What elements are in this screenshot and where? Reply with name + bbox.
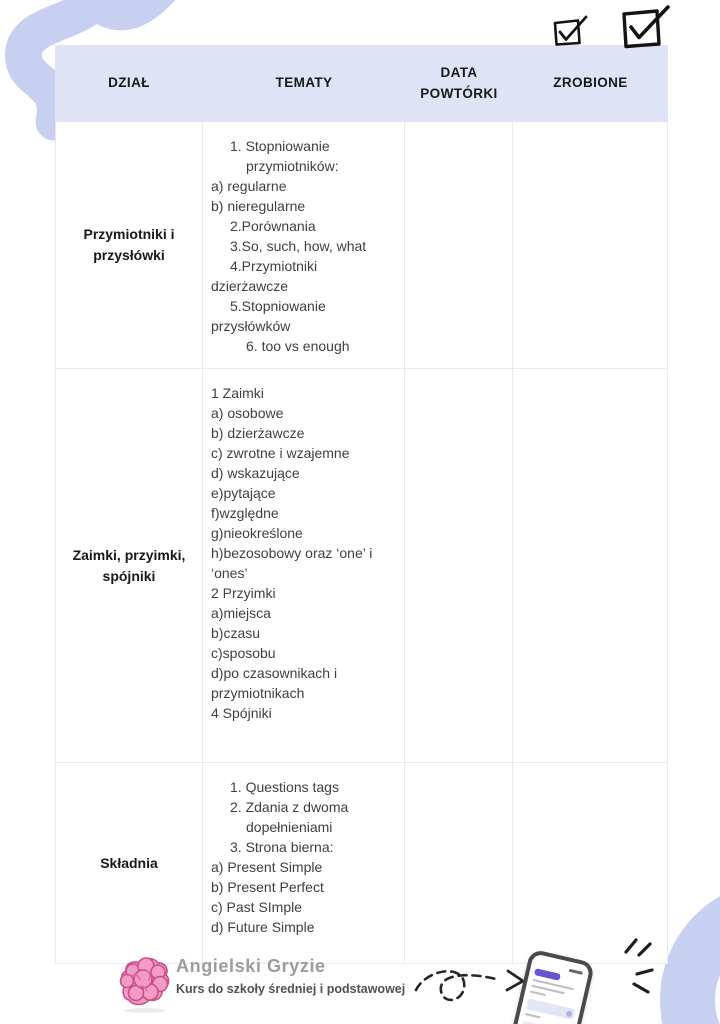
table-row: [55, 122, 668, 369]
checkbox-checked-icon: [548, 12, 592, 50]
topic-line: przymiotnikach: [211, 685, 305, 701]
phone-row-dot: [566, 1010, 573, 1017]
topic-line: 6. too vs enough: [246, 338, 350, 354]
zrobione-cell: [513, 763, 668, 963]
dzial-cell: [55, 763, 203, 963]
dzial-cell: [55, 122, 203, 368]
topic-line: c) zwrotne i wzajemne: [211, 445, 350, 461]
table-body: [55, 122, 668, 964]
topic-line: 2. Zdania z dwoma: [230, 799, 349, 815]
zrobione-cell: [513, 369, 668, 762]
column-header-data-powtorki: DATA POWTÓRKI: [420, 65, 498, 101]
emphasis-lines-icon: [606, 936, 662, 1006]
data-powtorki-cell: [405, 369, 513, 762]
column-header-tematy: TEMATY: [275, 75, 333, 91]
topic-line: b) dzierżawcze: [211, 425, 305, 441]
topic-line: 1. Stopniowanie: [230, 138, 330, 154]
dzial-cell: [55, 369, 203, 762]
brand-name: Angielski Gryzie: [176, 956, 326, 976]
data-powtorki-cell: [405, 763, 513, 963]
phone-text-line: [530, 990, 546, 996]
topic-line: b) nieregularne: [211, 198, 306, 214]
topic-line: d) Future Simple: [211, 919, 315, 935]
brand-tagline: Kurs do szkoły średniej i podstawowej: [176, 982, 406, 996]
topic-line: przymiotników:: [246, 158, 339, 174]
brand-block: [176, 956, 405, 996]
dzial-label: Przymiotniki i przysłówki: [83, 226, 175, 263]
checkbox-checked-icon: [616, 1, 674, 51]
topic-line: a) Present Simple: [211, 859, 323, 875]
table-header-row: [55, 45, 668, 122]
tematy-cell: [203, 763, 405, 963]
topic-line: 1. Questions tags: [230, 779, 339, 795]
topic-line: d)po czasownikach i: [211, 665, 338, 681]
topic-line: 5.Stopniowanie: [230, 298, 326, 314]
topic-line: b) Present Perfect: [211, 879, 324, 895]
data-powtorki-cell: [405, 122, 513, 368]
phone-text-line: [525, 1012, 541, 1018]
table-row: [55, 763, 668, 964]
tematy-cell: [203, 122, 405, 368]
table-row: [55, 369, 668, 763]
topic-line: 1 Zaimki: [211, 385, 264, 401]
topic-line: c)sposobu: [211, 645, 276, 661]
topic-line: 4 Spójniki: [211, 705, 272, 721]
topic-line: dopełnieniami: [246, 819, 333, 835]
phone-statusbar: [569, 969, 583, 975]
topic-line: ‘ones’: [211, 565, 248, 581]
topic-line: e)pytające: [211, 485, 276, 501]
topic-line: f)względne: [211, 505, 279, 521]
topic-line: d) wskazujące: [211, 465, 300, 481]
phone-purple-button: [534, 968, 561, 981]
topic-line: 2.Porównania: [230, 218, 316, 234]
topic-line: 4.Przymiotniki: [230, 258, 318, 274]
dzial-label: Zaimki, przyimki, spójniki: [72, 546, 186, 584]
column-header-dzial: DZIAŁ: [108, 75, 150, 91]
footer: [0, 952, 720, 1024]
study-plan-table: [55, 45, 668, 964]
topic-line: h)bezosobowy oraz ‘one’ i: [211, 545, 373, 561]
zrobione-cell: [513, 122, 668, 368]
topic-line: 3.So, such, how, what: [230, 238, 367, 254]
topic-line: 3. Strona bierna:: [230, 839, 334, 855]
topic-line: c) Past SImple: [211, 899, 303, 915]
topic-line: a)miejsca: [211, 605, 271, 621]
column-header-zrobione: ZROBIONE: [553, 75, 628, 91]
topic-line: a) regularne: [211, 178, 287, 194]
dzial-label: Składnia: [100, 854, 158, 871]
topic-line: b)czasu: [211, 625, 261, 641]
tematy-cell: [203, 369, 405, 762]
topic-line: a) osobowe: [211, 405, 284, 421]
topic-line: 2 Przyimki: [211, 585, 276, 601]
brain-logo-icon: [116, 954, 170, 1010]
topic-line: g)nieokreślone: [211, 525, 303, 541]
topic-line: dzierżawcze: [211, 278, 289, 294]
topic-line: przysłówków: [211, 318, 291, 334]
